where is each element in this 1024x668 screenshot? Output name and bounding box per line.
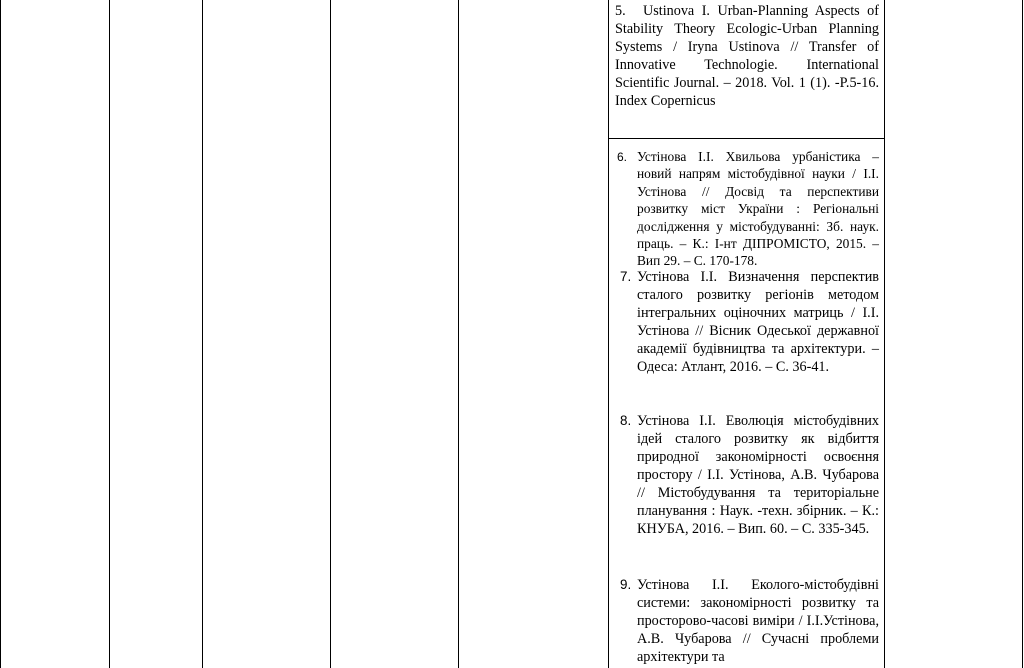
table-border-8 — [1022, 0, 1023, 668]
reference-number: 6. — [617, 150, 628, 164]
reference-number: 8. — [620, 413, 632, 428]
reference-number: 7. — [620, 269, 632, 284]
reference-text: Устінова І.І. Еволюція містобудівних ідей сталого розвитку як відбиття природної закономірності освоєння простору / І.І. Устінова, А.В. Чубарова // Містобудування та територіальне планування : Наук. -техн. збірник. – К.: КНУБА, 2016. – Вип. 60. – С. 335-345. — [637, 413, 879, 537]
row-divider — [608, 138, 885, 139]
reference-text: Ustinova I. Urban-Planning Aspects of Stability Theory Ecologic-Urban Planning Systems / Iryna Ustinova // Transfer of Innovative Technologie. International Scientific Journal. – 2018. Vol. 1 (1). -P.5-16. Index Copernicus — [615, 3, 879, 109]
reference-text: Устінова І.І. Еколого-містобудівні системи: закономірності розвитку та просторово-часові виміри / І.І.Устінова, А.В. Чубарова // Сучасні проблеми архітектури та — [637, 577, 879, 665]
table-border-5 — [458, 0, 459, 668]
reference-text: Устінова І.І. Хвильова урбаністика – новий напрям містобудівної науки / І.І. Устінова // Досвід та перспективи розвитку міст України : Регіональні дослідження у містобудуванні: Зб. наук. праць. – К.: І-нт ДІПРОМІСТО, 2015. – Вип 29. – С. 170-178. — [637, 149, 879, 269]
table-border-3 — [202, 0, 203, 668]
reference-item — [615, 2, 879, 110]
table-border-1 — [0, 0, 1, 668]
reference-item — [615, 268, 879, 376]
table-border-4 — [330, 0, 331, 668]
table-border-6 — [608, 0, 609, 668]
reference-text: Устінова І.І. Визначення перспектив сталого розвитку регіонів методом інтегральних оціночних матриць / І.І. Устінова // Вісник Одеської державної академії будівництва та архітектури. – Одеса: Атлант, 2016. – С. 36-41. — [637, 269, 879, 375]
table-border-7 — [884, 0, 885, 668]
reference-item — [615, 148, 879, 270]
reference-number: 9. — [620, 577, 632, 592]
reference-number: 5. — [615, 3, 626, 19]
reference-item — [615, 412, 879, 538]
table-border-2 — [109, 0, 110, 668]
reference-item — [615, 576, 879, 666]
